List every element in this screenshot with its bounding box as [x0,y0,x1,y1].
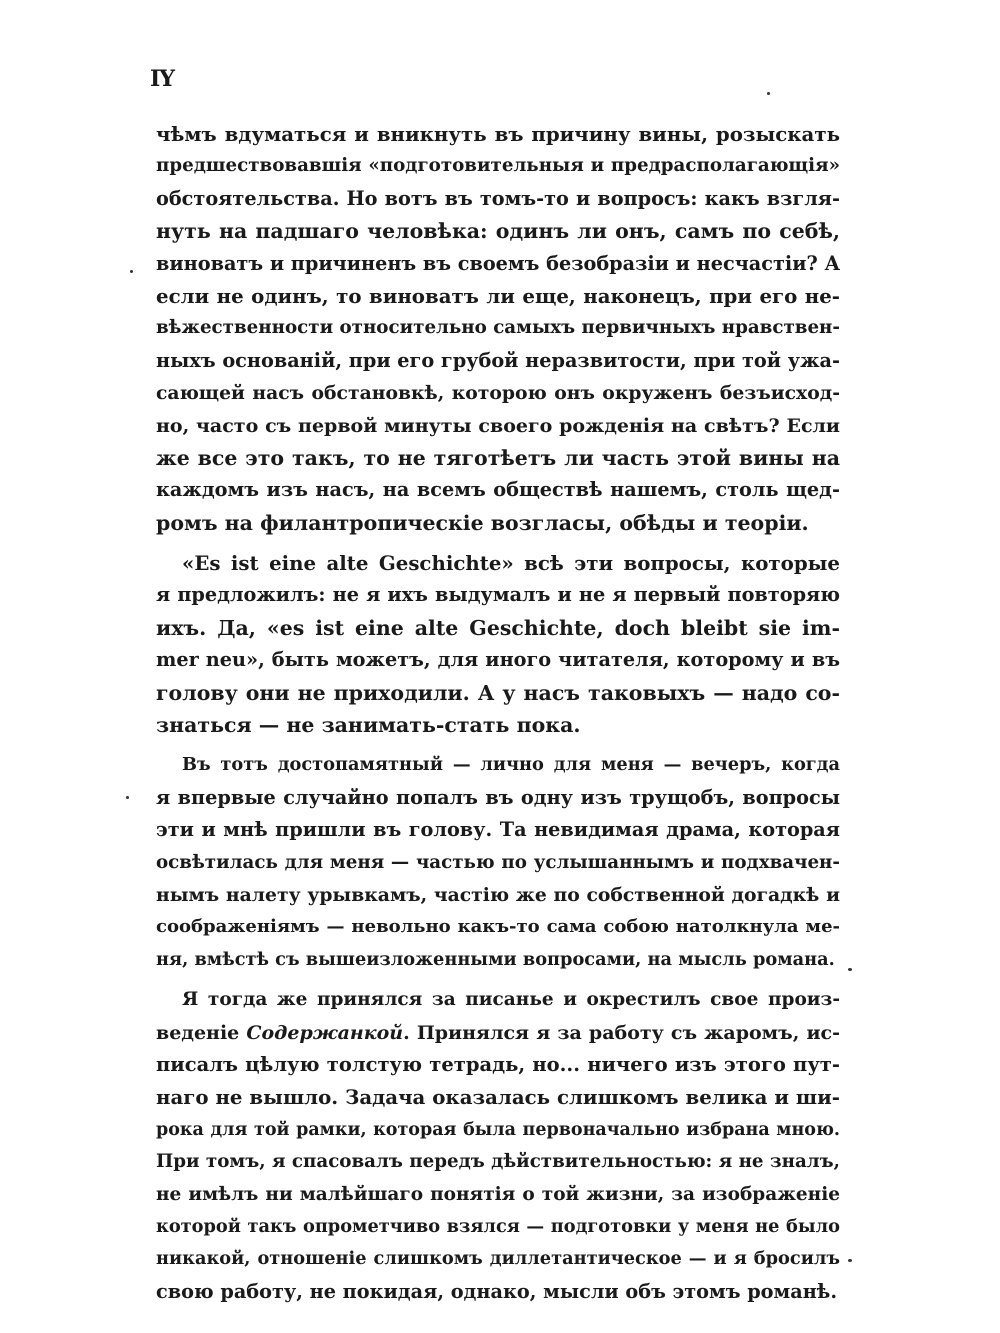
text-line: не имѣлъ ни малѣйшаго понятія о той жизни, за изображеніе [156,1183,840,1205]
text-line: чѣмъ вдуматься и вникнуть въ причину вины, розыскать [156,122,840,146]
text-line: При томъ, я спасовалъ передъ дѣйствительностью: я не зналъ, [156,1151,840,1173]
text-line: ромъ на филантропическіе возгласы, обѣды и теоріи. [156,510,809,535]
paragraph-gap [156,741,840,749]
text-line: веденіе Содержанкой. Принялся я за работу съ жаромъ, ис- [156,1021,841,1044]
text-line: но, часто съ первой минуты своего рожденія на свѣтъ? Если [156,414,840,437]
text-line: голову они не приходили. А у насъ таковыхъ — надо со- [156,680,840,705]
paragraph [156,547,840,741]
text-line: нуть на падшаго человѣка: одинъ ли онъ, самъ по себѣ, [156,219,840,244]
text-line: ихъ. Да, «es ist eine alte Geschichte, doch bleibt sie im- [156,615,840,640]
paragraph-gap [156,539,840,547]
text-line: писалъ цѣлую толстую тетрадь, но... ничего изъ этого пут- [156,1052,840,1076]
text-line: предшествовавшія «подготовительныя и предрасполагающія» [156,155,840,177]
print-speck [848,968,852,971]
paragraph [156,118,840,539]
text-line: никакой, отношеніе слишкомъ диллетантическое — и я бросилъ [156,1248,840,1270]
text-line: виноватъ и причиненъ въ своемъ безобразіи и несчастіи? А [156,251,841,275]
print-speck [848,1259,852,1262]
text-line: я предложилъ: не я ихъ выдумалъ и не я первый повторяю [156,583,840,607]
paragraph [156,984,840,1308]
text-line: ныхъ основаній, при его грубой неразвитости, при той ужа- [156,348,840,372]
text-line: каждомъ изъ насъ, на всемъ обществѣ нашемъ, столь щед- [156,478,840,502]
text-line: ня, вмѣстѣ съ вышеизложенными вопросами, на мысль романа. [156,948,835,970]
work-title: Содержанкой [246,1021,404,1044]
text-line: обстоятельства. Но вотъ въ томъ-то и вопросъ: какъ взгля- [156,186,840,210]
body-text [156,118,840,1308]
text-line: свою работу, не покидая, однако, мысли объ этомъ романѣ. [156,1279,838,1303]
text-line: «Es ist eine alte Geschichte» всѣ эти вопросы, которые [182,551,840,576]
text-line: mer neu», быть можетъ, для иного читателя, которому и въ [156,648,840,672]
page-number: IY [150,66,174,92]
text-line: эти и мнѣ пришли въ голову. Та невидимая драма, которая [156,818,840,842]
text-line: я впервые случайно попалъ въ одну изъ трущобъ, вопросы [156,785,840,809]
text-line: рока для той рамки, которая была первоначально избрана мною. [156,1119,840,1140]
text-line: которой такъ опрометчиво взялся — подготовки у меня не было [156,1215,840,1237]
text-line: соображеніямъ — невольно какъ-то сама собою натолкнула ме- [156,916,840,938]
print-speck [130,270,133,273]
text-line: освѣтилась для меня — частью по услышаннымъ и подхвачен- [156,851,840,873]
print-speck [767,92,770,95]
text-line: наго не вышло. Задача оказалась слишкомъ велика и ши- [156,1085,840,1110]
text-line: знаться — не занимать-стать пока. [156,713,581,738]
paragraph-gap [156,976,840,984]
print-speck [126,796,129,799]
text-line: же все это такъ, то не тяготѣетъ ли часть этой вины на [156,445,840,470]
text-line: сающей насъ обстановкѣ, которою онъ окруженъ безъисход- [156,382,840,405]
text-line: если не одинъ, то виноватъ ли еще, наконецъ, при его не- [156,283,840,308]
paragraph [156,749,840,976]
text-line: вѣжественности относительно самыхъ первичныхъ нравствен- [156,317,840,339]
text-line: нымъ налету урывкамъ, частію же по собственной догадкѣ и [156,883,840,906]
text-line: Въ тотъ достопамятный — лично для меня — вечеръ, когда [182,754,840,776]
text-line: Я тогда же принялся за писанье и окрестилъ свое произ- [182,989,840,1011]
